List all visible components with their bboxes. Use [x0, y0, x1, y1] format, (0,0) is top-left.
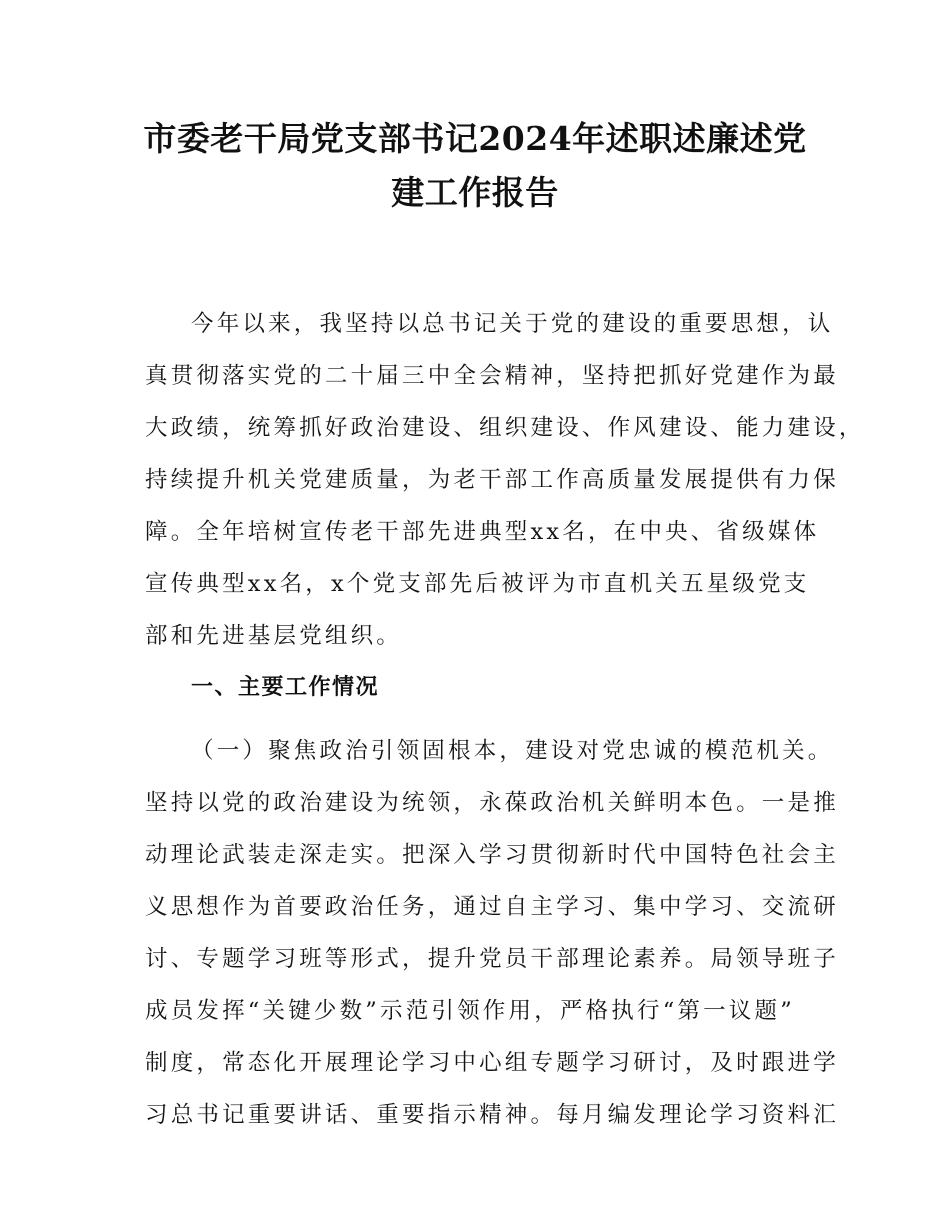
paragraph-line: 讨、专题学习班等形式，提升党员干部理论素养。局领导班子: [145, 946, 839, 972]
intro-paragraph: [145, 298, 865, 662]
paragraph-line: 持续提升机关党建质量，为老干部工作高质量发展提供有力保: [145, 467, 839, 493]
paragraph-line: （一）聚焦政治引领固根本，建设对党忠诚的模范机关。: [191, 738, 834, 764]
document-title: [100, 112, 850, 220]
paragraph-line: 部和先进基层党组织。: [145, 623, 403, 649]
paragraph-line: 习总书记重要讲话、重要指示精神。每月编发理论学习资料汇: [145, 1102, 839, 1128]
paragraph-line: 动理论武装走深走实。把深入学习贯彻新时代中国特色社会主: [145, 842, 839, 868]
section-heading: 一、主要工作情况: [191, 675, 380, 700]
paragraph-line: 成员发挥“关键少数”示范引领作用，严格执行“第一议题”: [145, 998, 795, 1024]
title-line: 市委老干局党支部书记2024年述职述廉述党: [143, 119, 807, 158]
paragraph-line: 障。全年培树宣传老干部先进典型xx名，在中央、省级媒体: [145, 519, 820, 545]
paragraph-line: 今年以来，我坚持以总书记关于党的建设的重要思想，认: [191, 311, 834, 337]
paragraph-line: 真贯彻落实党的二十届三中全会精神，坚持把抓好党建作为最: [145, 363, 839, 389]
paragraph-line: 大政绩，统筹抓好政治建设、组织建设、作风建设、能力建设，: [145, 415, 865, 441]
paragraph-line: 坚持以党的政治建设为统领，永葆政治机关鲜明本色。一是推: [145, 790, 839, 816]
paragraph-line: 义思想作为首要政治任务，通过自主学习、集中学习、交流研: [145, 894, 839, 920]
title-line: 建工作报告: [391, 173, 559, 212]
paragraph-line: 宣传典型xx名，x个党支部先后被评为市直机关五星级党支: [145, 571, 810, 597]
paragraph-line: 制度，常态化开展理论学习中心组专题学习研讨，及时跟进学: [145, 1050, 839, 1076]
section-paragraph: [145, 725, 839, 1141]
